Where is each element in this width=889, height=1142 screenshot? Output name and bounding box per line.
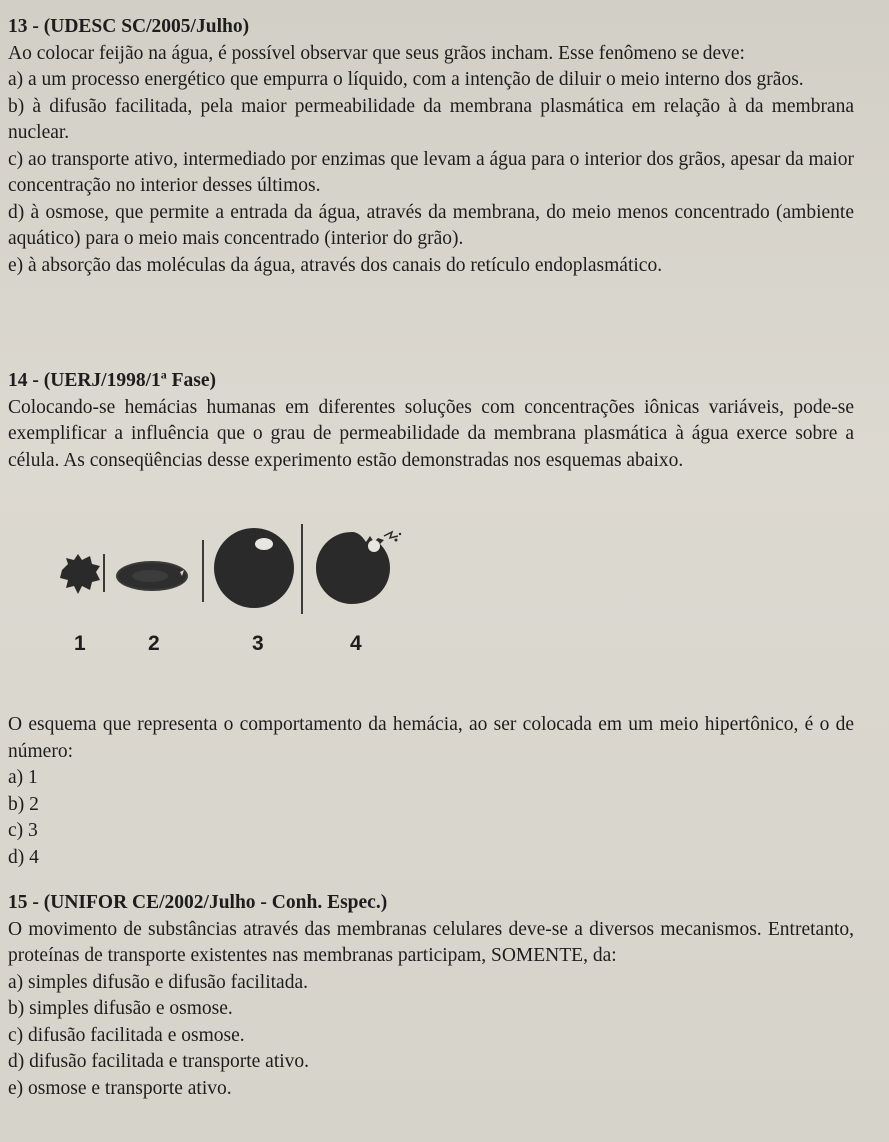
question-13-stem: Ao colocar feijão na água, é possível observar que seus grãos incham. Esse fenômeno se deve: — [8, 42, 745, 64]
question-13-option-c[interactable]: c) ao transporte ativo, intermediado por enzimas que levam a água para o interior dos grãos, apesar da maior concentração no interior desses últimos. — [8, 148, 854, 196]
hemacia-diagram — [40, 510, 420, 680]
question-14 — [8, 367, 854, 868]
question-13-option-d[interactable]: d) à osmose, que permite a entrada da água, através da membrana, do meio menos concentrado (ambiente aquático) para o meio mais concentrado (interior do grão). — [8, 201, 854, 249]
question-15-option-c[interactable]: c) difusão facilitada e osmose. — [8, 1024, 245, 1046]
cell-1-crenated — [60, 554, 100, 594]
question-13-option-e[interactable]: e) à absorção das moléculas da água, através dos canais do retículo endoplasmático. — [8, 254, 663, 276]
question-15-option-a[interactable]: a) simples difusão e difusão facilitada. — [8, 971, 308, 993]
figure-label-2: 2 — [148, 632, 160, 655]
question-14-title-sup: a — [160, 367, 167, 382]
question-14-option-c[interactable]: c) 3 — [8, 820, 38, 841]
question-15-option-b[interactable]: b) simples difusão e osmose. — [8, 998, 233, 1019]
question-13-option-b[interactable]: b) à difusão facilitada, pela maior permeabilidade da membrana plasmática em relação à da membrana nuclear. — [8, 95, 854, 143]
question-15-option-e[interactable]: e) osmose e transporte ativo. — [8, 1077, 232, 1099]
question-13-option-a[interactable]: a) a um processo energético que empurra o líquido, com a intenção de diluir o meio interno dos grãos. — [8, 69, 804, 90]
question-14-title-main: 14 - (UERJ/1998/1 — [8, 370, 161, 391]
figure-label-4: 4 — [350, 632, 362, 655]
hemacia-diagram-drawing — [40, 510, 420, 630]
question-14-question: O esquema que representa o comportamento da hemácia, ao ser colocada em um meio hipertônico, é o de número: — [8, 714, 854, 762]
question-14-after-figure — [8, 712, 854, 871]
question-14-option-d[interactable]: d) 4 — [8, 846, 39, 868]
question-15 — [8, 890, 854, 1102]
question-15-option-d[interactable]: d) difusão facilitada e transporte ativo. — [8, 1051, 310, 1072]
question-14-title-end: Fase) — [166, 370, 217, 391]
question-14-option-b[interactable]: b) 2 — [8, 793, 39, 815]
figure-label-1: 1 — [74, 632, 86, 655]
figure-label-3: 3 — [252, 632, 264, 655]
question-15-title: 15 - (UNIFOR CE/2002/Julho - Conh. Espec.) — [8, 892, 388, 913]
question-13 — [8, 14, 854, 279]
question-14-stem: Colocando-se hemácias humanas em diferentes soluções com concentrações iônicas variáveis, pode-se exemplificar a influência que o grau de permeabilidade da membrana plasmática à água exerce sobre a célula. As conseqüências desse experimento estão demonstradas nos esquemas abaixo. — [8, 396, 854, 471]
question-15-stem: O movimento de substâncias através das membranas celulares deve-se a diversos mecanismos. Entretanto, proteínas de transporte existentes nas membranas participam, SOMENTE, da: — [8, 918, 854, 966]
question-13-title: 13 - (UDESC SC/2005/Julho) — [8, 16, 250, 37]
question-14-title — [8, 368, 854, 395]
cell-3-swollen — [214, 528, 294, 608]
question-14-option-a[interactable]: a) 1 — [8, 767, 38, 788]
